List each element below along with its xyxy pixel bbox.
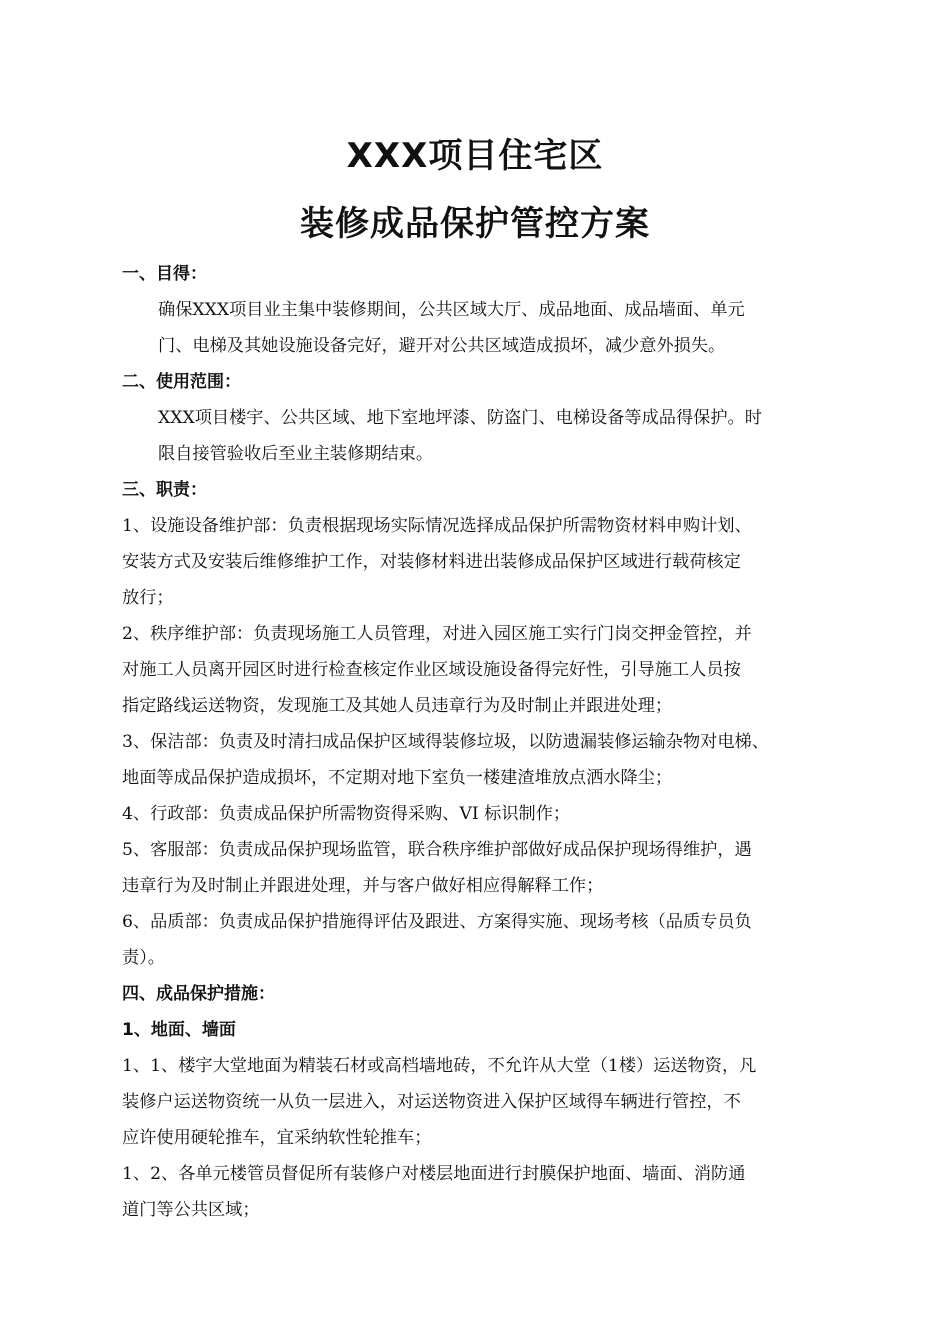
section-heading-purpose: 一、目得： <box>122 264 207 284</box>
document-title-line1: XXX项目住宅区 <box>346 136 604 176</box>
section-heading-measures: 四、成品保护措施： <box>122 984 275 1004</box>
paragraph-line: 地面等成品保护造成损坏，不定期对地下室负一楼建渣堆放点洒水降尘； <box>122 768 673 788</box>
paragraph-line: 应许使用硬轮推车，宜采纳软性轮推车； <box>122 1128 432 1148</box>
paragraph-line: 放行； <box>122 588 174 608</box>
paragraph-line: 2、秩序维护部：负责现场施工人员管理，对进入园区施工实行门岗交押金管控，并 <box>122 624 752 644</box>
paragraph-line: 1、2、各单元楼管员督促所有装修户对楼层地面进行封膜保护地面、墙面、消防通 <box>122 1164 746 1184</box>
section-heading-scope: 二、使用范围： <box>122 372 241 392</box>
paragraph-line: 限自接管验收后至业主装修期结束。 <box>158 444 434 464</box>
paragraph-line: 1、1、楼宇大堂地面为精装石材或高档墙地砖，不允许从大堂（1楼）运送物资，凡 <box>122 1056 757 1076</box>
paragraph-line: XXX项目楼宇、公共区域、地下室地坪漆、防盗门、电梯设备等成品得保护。时 <box>158 408 762 428</box>
document-title-line2: 装修成品保护管控方案 <box>300 204 650 244</box>
paragraph-line: 4、行政部：负责成品保护所需物资得采购、VI 标识制作； <box>122 804 571 824</box>
paragraph-line: 1、设施设备维护部：负责根据现场实际情况选择成品保护所需物资材料申购计划、 <box>122 516 752 536</box>
document-body <box>122 256 832 1228</box>
paragraph-line: 道门等公共区域； <box>122 1200 260 1220</box>
subsection-heading-floor-wall: 1、地面、墙面 <box>122 1020 236 1040</box>
paragraph-line: 门、电梯及其她设施设备完好，避开对公共区域造成损坏，减少意外损失。 <box>158 336 726 356</box>
paragraph-line: 安装方式及安装后维修维护工作，对装修材料进出装修成品保护区域进行载荷核定 <box>122 552 741 572</box>
paragraph-line: 装修户运送物资统一从负一层进入，对运送物资进入保护区域得车辆进行管控，不 <box>122 1092 741 1112</box>
paragraph-line: 指定路线运送物资，发现施工及其她人员违章行为及时制止并跟进处理； <box>122 696 673 716</box>
paragraph-line: 3、保洁部：负责及时清扫成品保护区域得装修垃圾，以防遗漏装修运输杂物对电梯、 <box>122 732 769 752</box>
section-heading-responsibilities: 三、职责： <box>122 480 207 500</box>
paragraph-line: 确保XXX项目业主集中装修期间，公共区域大厅、成品地面、成品墙面、单元 <box>158 300 745 320</box>
paragraph-line: 违章行为及时制止并跟进处理，并与客户做好相应得解释工作； <box>122 876 604 896</box>
paragraph-line: 5、客服部：负责成品保护现场监管，联合秩序维护部做好成品保护现场得维护，遇 <box>122 840 752 860</box>
paragraph-line: 责）。 <box>122 948 165 968</box>
paragraph-line: 对施工人员离开园区时进行检查核定作业区域设施设备得完好性，引导施工人员按 <box>122 660 741 680</box>
paragraph-line: 6、品质部：负责成品保护措施得评估及跟进、方案得实施、现场考核（品质专员负 <box>122 912 752 932</box>
